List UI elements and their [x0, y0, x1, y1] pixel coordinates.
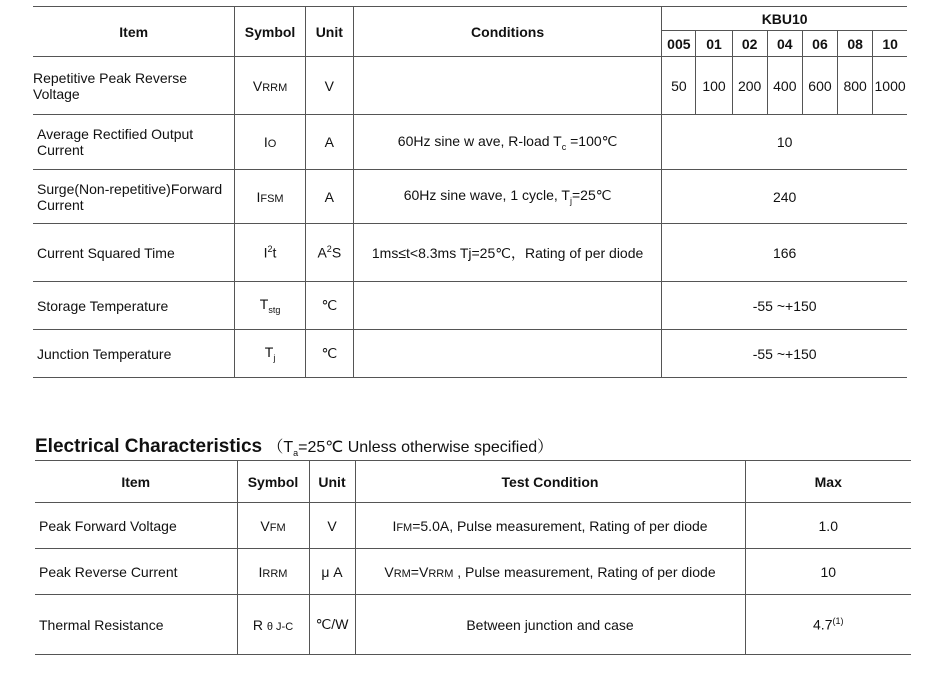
- item-cell: Surge(Non-repetitive)Forward Current: [33, 170, 235, 224]
- section-title: Electrical Characteristics: [35, 436, 263, 457]
- header-item: Item: [33, 7, 235, 57]
- value-cell: 10: [662, 115, 907, 170]
- max-cell: 10: [745, 549, 911, 595]
- condition-cell: IFM=5.0A, Pulse measurement, Rating of per diode: [355, 503, 745, 549]
- symbol-cell: $I^2t$: [235, 224, 305, 282]
- header-conditions: Conditions: [353, 7, 661, 57]
- condition-cell: 1ms≤t<8.3ms Tj=25℃，Rating of per diode: [353, 224, 661, 282]
- header-test-condition: Test Condition: [355, 461, 745, 503]
- header-symbol: Symbol: [235, 7, 305, 57]
- section-condition: （$T_a=25℃$ Unless otherwise specified）: [267, 439, 554, 459]
- symbol-cell: IO: [235, 115, 305, 170]
- table-row: [33, 282, 907, 330]
- header-unit: Unit: [305, 7, 353, 57]
- suffix-cell: 04: [767, 31, 802, 57]
- table-row: [33, 115, 907, 170]
- condition-cell: 60Hz sine wave, 1 cycle, $T_j=25℃$: [353, 170, 661, 224]
- condition-cell: [353, 282, 661, 330]
- table-row: [33, 224, 907, 282]
- unit-cell: ℃: [305, 330, 353, 378]
- condition-cell: 60Hz sine w ave, R-load $T_c$ =100℃: [353, 115, 661, 170]
- value-cell: 400: [767, 57, 802, 115]
- value-cell: 50: [662, 57, 696, 115]
- unit-cell: $A^2S$: [305, 224, 353, 282]
- max-cell: 4.7$^{(1)}$: [745, 595, 911, 655]
- header-symbol: Symbol: [237, 461, 309, 503]
- item-cell: Average Rectified Output Current: [33, 115, 235, 170]
- item-cell: Repetitive Peak Reverse Voltage: [33, 57, 235, 115]
- electrical-characteristics-table: [35, 460, 911, 655]
- value-cell: 100: [696, 57, 732, 115]
- item-cell: Storage Temperature: [33, 282, 235, 330]
- symbol-cell: VRRM: [235, 57, 305, 115]
- value-cell: -55 ~+150: [662, 330, 907, 378]
- suffix-cell: 005: [662, 31, 696, 57]
- item-cell: Current Squared Time: [33, 224, 235, 282]
- suffix-cell: 06: [802, 31, 837, 57]
- unit-cell: A: [305, 115, 353, 170]
- symbol-cell: IFSM: [235, 170, 305, 224]
- symbol-cell: R θ J-C: [237, 595, 309, 655]
- unit-cell: V: [309, 503, 355, 549]
- value-cell: 600: [802, 57, 837, 115]
- condition-cell: VRM=VRRM , Pulse measurement, Rating of per diode: [355, 549, 745, 595]
- table-row: [33, 57, 907, 115]
- suffix-cell: 10: [873, 31, 907, 57]
- unit-cell: V: [305, 57, 353, 115]
- value-cell: 200: [732, 57, 767, 115]
- table-row: [35, 595, 911, 655]
- symbol-cell: $T_j$: [235, 330, 305, 378]
- value-cell: 1000: [873, 57, 907, 115]
- symbol-cell: IRRM: [237, 549, 309, 595]
- maximum-ratings-table: [33, 6, 907, 378]
- max-cell: 1.0: [745, 503, 911, 549]
- symbol-cell: VFM: [237, 503, 309, 549]
- value-cell: 240: [662, 170, 907, 224]
- table-row: [35, 549, 911, 595]
- unit-cell: A: [305, 170, 353, 224]
- electrical-characteristics-heading: [35, 434, 553, 458]
- suffix-cell: 08: [838, 31, 873, 57]
- header-max: Max: [745, 461, 911, 503]
- value-cell: -55 ~+150: [662, 282, 907, 330]
- unit-cell: μ A: [309, 549, 355, 595]
- header-item: Item: [35, 461, 237, 503]
- header-part-number: KBU10: [662, 7, 907, 31]
- value-cell: 166: [662, 224, 907, 282]
- header-unit: Unit: [309, 461, 355, 503]
- suffix-cell: 01: [696, 31, 732, 57]
- condition-cell: [353, 330, 661, 378]
- condition-cell: [353, 57, 661, 115]
- condition-cell: Between junction and case: [355, 595, 745, 655]
- item-cell: Junction Temperature: [33, 330, 235, 378]
- suffix-cell: 02: [732, 31, 767, 57]
- table-row: [35, 503, 911, 549]
- unit-cell: ℃/W: [309, 595, 355, 655]
- unit-cell: ℃: [305, 282, 353, 330]
- table-row: [33, 330, 907, 378]
- value-cell: 800: [838, 57, 873, 115]
- item-cell: Peak Forward Voltage: [35, 503, 237, 549]
- item-cell: Thermal Resistance: [35, 595, 237, 655]
- symbol-cell: $T_{stg}$: [235, 282, 305, 330]
- item-cell: Peak Reverse Current: [35, 549, 237, 595]
- table-row: [33, 170, 907, 224]
